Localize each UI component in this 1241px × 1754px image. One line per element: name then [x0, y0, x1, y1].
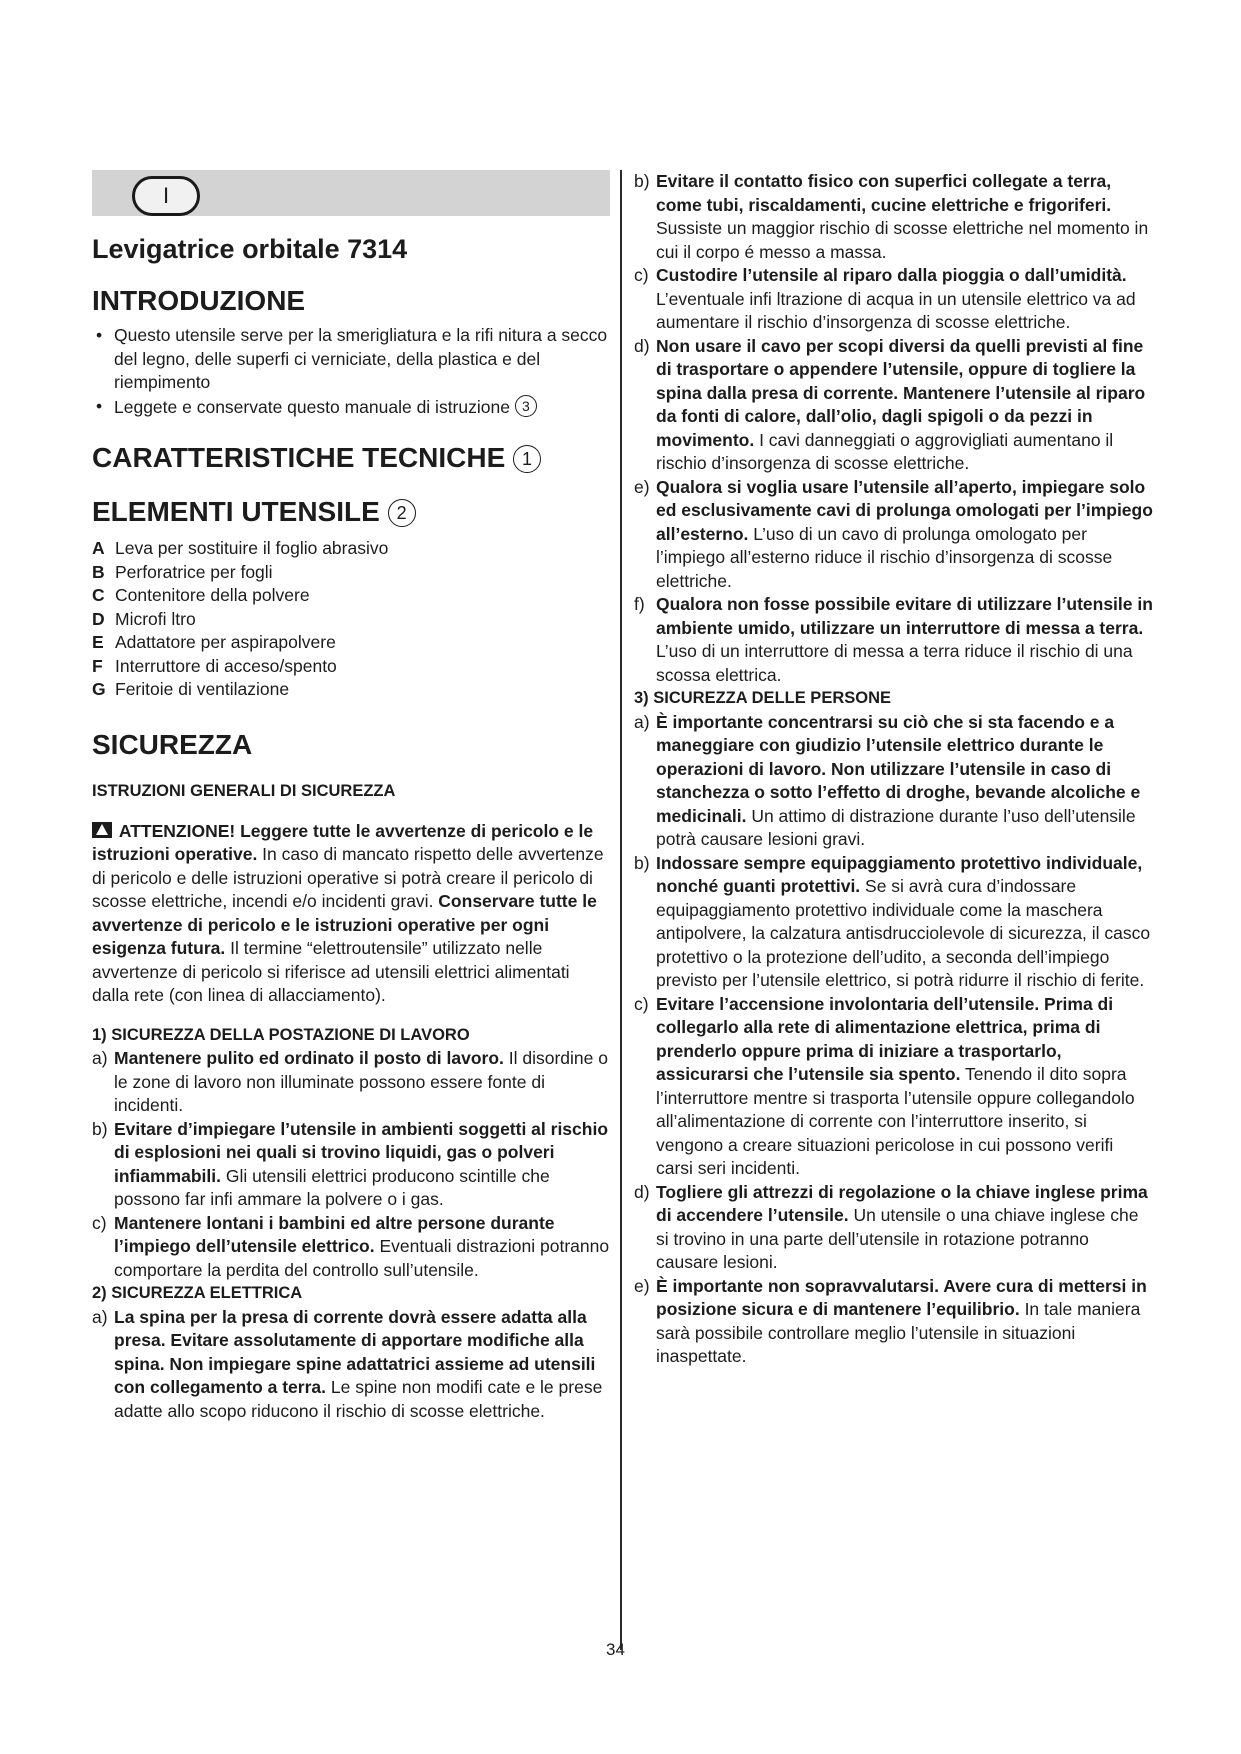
- list-item: d) Non usare il cavo per scopi diversi da quelli previsti al fine di trasportare o appendere l’utensile, oppure di togliere la spina dalla presa di corrente. Mantenere l’utensile al riparo da fonti di calore, dall’olio, dagli spigoli o da pezzi in movimento. I cavi danneggiati o aggrovigliati aumentano il rischio d’insorgenza di scosse elettriche.: [634, 335, 1146, 473]
- list-item: a) La spina per la presa di corrente dovrà essere adatta alla presa. Evitare assolutamente di apportare modifiche alla spina. Non impiegare spine adattatrici assieme ad utensili con collegamento a terra. Le spine non modifi cate e le prese adatte allo scopo riducono il rischio di scosse elettriche.: [92, 1306, 603, 1421]
- language-badge: I: [132, 176, 200, 216]
- list-item: a) È importante concentrarsi su ciò che si sta facendo e a maneggiare con giudizio l’utensile elettrico durante le operazioni di lavoro. Non utilizzare l’utensile in caso di stanchezza o sotto l’effetto di droghe, bevande alcoliche e medicinali. Un attimo di distrazione durante l’uso dell’utensile potrà causare lesioni gravi.: [634, 711, 1141, 849]
- list-item: B Perforatrice per fogli: [92, 561, 273, 582]
- list-item: G Feritoie di ventilazione: [92, 679, 290, 699]
- list-item: b) Indossare sempre equipaggiamento protettivo individuale, nonché guanti protettivi. Se si avrà cura d’indossare equipaggiamento protettivo individuale come la maschera antipolvere, la calzatura antisdrucciolevole di sicurezza, il casco protettivo o la protezione dell’udito, a seconda dell’impiego previsto per l’utensile elettrico, si potrà ridurre il rischio di ferite.: [634, 852, 1151, 990]
- page-number: 34: [606, 1640, 625, 1659]
- warning-icon: [92, 822, 112, 838]
- safety-heading: SICUREZZA: [92, 728, 253, 760]
- list-item: c) Mantenere lontani i bambini ed altre persone durante l’impiego dell’utensile elettrico. Eventuali distrazioni potranno comportare la perdita del controllo sull’utensile.: [92, 1212, 610, 1280]
- left-column: [92, 170, 610, 1423]
- list-item: A Leva per sostituire il foglio abrasivo: [92, 538, 389, 558]
- column-divider: [620, 170, 622, 1650]
- elements-list: [92, 537, 610, 702]
- intro-heading: INTRODUZIONE: [92, 285, 306, 316]
- list-item: C Contenitore della polvere: [92, 585, 310, 605]
- elements-heading: ELEMENTI UTENSILE 2: [92, 495, 610, 529]
- section-1-title: 1) SICUREZZA DELLA POSTAZIONE DI LAVORO: [92, 1025, 470, 1044]
- section-3-title: 3) SICUREZZA DELLE PERSONE: [634, 689, 891, 707]
- list-item: • Leggete e conservate questo manuale di istruzione 3: [92, 395, 610, 420]
- list-item: c) Evitare l’accensione involontaria dell’utensile. Prima di collegarlo alla rete di alimentazione elettrica, prima di prenderlo oppure prima di iniziare a trasportarlo, assicurarsi che l’utensile sia spento. Tenendo il dito sopra l’interruttore mentre si trasporta l’utensile oppure collegandolo all’alimentazione di corrente con l’interruttore inserito, si vengono a creare situazioni pericolose in cui possono verifi carsi seri incidenti.: [634, 993, 1135, 1178]
- list-item: F Interruttore di acceso/spento: [92, 655, 337, 676]
- list-item: b) Evitare il contatto fisico con superfici collegate a terra, come tubi, riscaldamenti, cucine elettriche e frigoriferi. Sussiste un maggior rischio di scosse elettriche nel momento in cui il corpo é messo a massa.: [634, 171, 1149, 262]
- list-item: e) Qualora si voglia usare l’utensile all’aperto, impiegare solo ed esclusivamente cavi di prolunga omologati per l’impiego all’esterno. L’uso di un cavo di prolunga omologato per l’impiego all’esterno riduce il rischio d’insorgenza di scosse elettriche.: [634, 476, 1153, 591]
- intro-list: [92, 324, 610, 419]
- list-item: • Questo utensile serve per la smerigliatura e la rifi nitura a secco del legno, delle superfi ci verniciate, della plastica e del riempimento: [92, 324, 610, 395]
- tech-heading: CARATTERISTICHE TECNICHE 1: [92, 441, 610, 475]
- language-header-bar: [92, 170, 610, 216]
- figure-ref-2: 2: [388, 499, 416, 527]
- warning-paragraph: ATTENZIONE! Leggere tutte le avvertenze di pericolo e le istruzioni operative. In caso di mancato rispetto delle avvertenze di pericolo e delle istruzioni operative si potrà creare il pericolo di scosse elettriche, incendi e/o incidenti gravi. Conservare tutte le avvertenze di pericolo e le istruzioni operative per ogni esigenza futura. Il termine “elettroutensile” utilizzato nelle avvertenze di pericolo si riferisce ad utensili elettrici alimentati dalla rete (con linea di allacciamento).: [92, 820, 604, 1005]
- safety-subheading: ISTRUZIONI GENERALI DI SICUREZZA: [92, 781, 396, 800]
- list-item: E Adattatore per aspirapolvere: [92, 632, 336, 652]
- list-item: e) È importante non sopravvalutarsi. Avere cura di mettersi in posizione sicura e di mantenere l’equilibrio. In tale maniera sarà possibile controllare meglio l’utensile in situazioni inaspettate.: [634, 1275, 1147, 1366]
- right-column: [634, 170, 1154, 1369]
- list-item: f) Qualora non fosse possibile evitare di utilizzare l’utensile in ambiente umido, utilizzare un interruttore di messa a terra. L’uso di un interruttore di messa a terra riduce il rischio di una scossa elettrica.: [634, 594, 1153, 685]
- list-item: c) Custodire l’utensile al riparo dalla pioggia o dall’umidità. L’eventuale infi ltrazione di acqua in un utensile elettrico va ad aumentare il rischio d’insorgenza di scosse elettriche.: [634, 265, 1136, 332]
- section-2-title: 2) SICUREZZA ELETTRICA: [92, 1284, 303, 1302]
- figure-ref-3: 3: [515, 395, 537, 417]
- list-item: d) Togliere gli attrezzi di regolazione o la chiave inglese prima di accendere l’utensile. Un utensile o una chiave inglese che si trovino in una parte dell’utensile in rotazione potranno causare lesioni.: [634, 1181, 1148, 1272]
- list-item: b) Evitare d’impiegare l’utensile in ambienti soggetti al rischio di esplosioni nei quali si trovino liquidi, gas o polveri infiammabili. Gli utensili elettrici producono scintille che possono far infi ammare la polvere o i gas.: [92, 1118, 609, 1209]
- list-item: a) Mantenere pulito ed ordinato il posto di lavoro. Il disordine o le zone di lavoro non illuminate possono essere fonte di incidenti.: [92, 1048, 608, 1115]
- list-item: D Microfi ltro: [92, 608, 196, 629]
- product-title: Levigatrice orbitale 7314: [92, 234, 408, 264]
- figure-ref-1: 1: [513, 445, 541, 473]
